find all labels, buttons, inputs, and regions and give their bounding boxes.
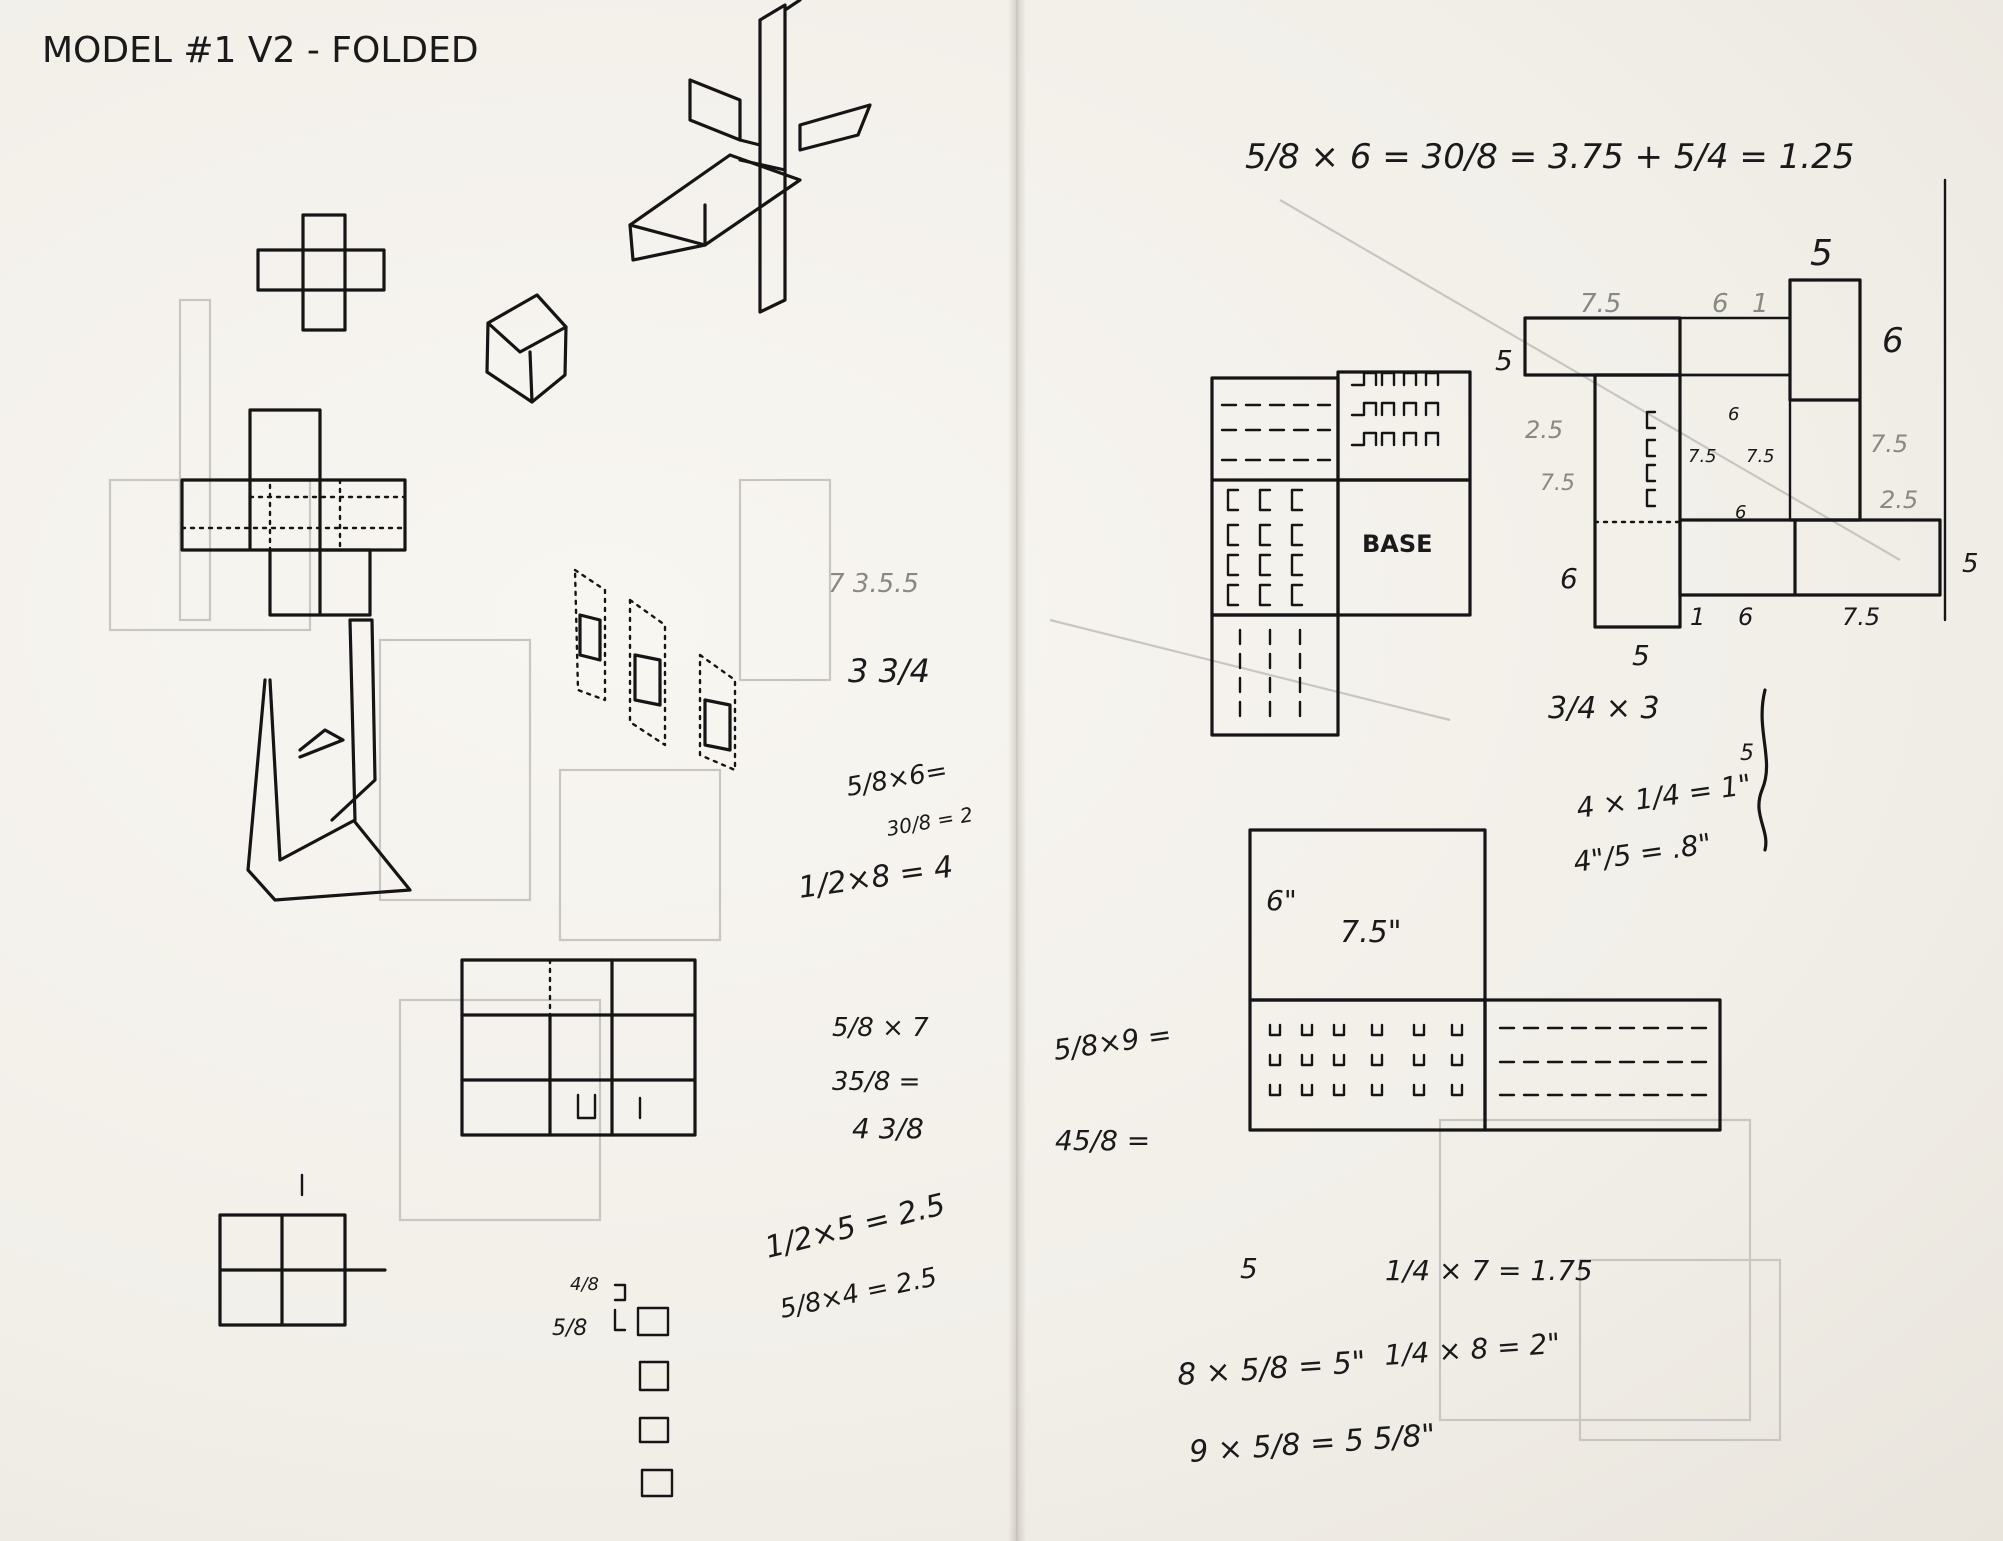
small-tab-squares (615, 1285, 672, 1496)
dim-5-bottom: 5 (1632, 639, 1650, 672)
note-3-3-4: 3 3/4 (848, 652, 931, 690)
dim-7-5-top: 7.5 (1580, 289, 1622, 319)
three-by-three-grid (462, 960, 695, 1135)
dim-5-right: 5 (1962, 549, 1979, 579)
dim-7-5-mid-a: 7.5 (1688, 446, 1717, 467)
note-5-8x7: 5/8 × 7 (832, 1013, 929, 1043)
note-7-3-5: 7 3.5.5 (828, 569, 919, 599)
dim-1-top: 1 (1752, 289, 1769, 319)
dim-6-bottom: 6 (1738, 603, 1754, 631)
note-1-4x7: 1/4 × 7 = 1.75 (1385, 1254, 1593, 1287)
dim-6-right: 6 (1882, 321, 1904, 361)
note-4-8: 4/8 (570, 1274, 599, 1295)
note-5-8x4: 5/8×4 = 2.5 (777, 1262, 940, 1325)
note-9x5-8: 9 × 5/8 = 5 5/8" (1188, 1417, 1437, 1470)
two-by-two-grid (220, 1175, 385, 1325)
note-4-3-8: 4 3/8 (852, 1112, 924, 1145)
note-3-4x3: 3/4 × 3 (1548, 691, 1660, 726)
dim-7-5-left: 7.5 (1540, 471, 1575, 496)
dim-6-lower: 6 (1735, 502, 1747, 523)
isometric-cross-structure (630, 0, 870, 312)
note-4x1-4: 4 × 1/4 = 1" (1574, 767, 1754, 825)
dotted-panels-sketch (575, 570, 735, 770)
note-1-2x8: 1/2×8 = 4 (796, 849, 956, 906)
dim-5-top: 5 (1810, 233, 1833, 274)
dim-5-left: 5 (1495, 344, 1513, 377)
note-5-squiggle: 5 (1740, 741, 1754, 766)
bleed-through-ghost-lines (110, 200, 1900, 1440)
small-open-box (487, 295, 566, 402)
lower-net-drawing (1250, 830, 1720, 1130)
top-equation: 5/8 × 6 = 30/8 = 3.75 + 5/4 = 1.25 (1245, 137, 1855, 177)
dim-6-mid: 6 (1728, 404, 1740, 425)
folded-ribbon-sketch (248, 620, 410, 900)
dim-2-5-left: 2.5 (1525, 416, 1564, 444)
squiggle-mark (1759, 690, 1767, 850)
dim-1-bottom: 1 (1690, 603, 1706, 631)
note-1-4x8: 1/4 × 8 = 2" (1383, 1326, 1562, 1372)
note-30-8: 30/8 = 2 (884, 802, 975, 841)
dim-6-top: 6 (1712, 289, 1729, 319)
note-5-underlined: 5 (1240, 1252, 1258, 1285)
note-45-8: 45/8 = (1055, 1124, 1151, 1157)
cross-net-small (258, 215, 384, 330)
note-35-8: 35/8 = (832, 1067, 921, 1097)
dim-7-5-bottom: 7.5 (1842, 603, 1881, 631)
page-title: MODEL #1 V2 - FOLDED (42, 30, 479, 71)
note-8x5-8: 8 × 5/8 = 5" (1176, 1344, 1367, 1393)
large-cross-net (182, 410, 405, 615)
note-7-5-in: 7.5" (1340, 915, 1402, 950)
dim-7-5-right: 7.5 (1870, 430, 1909, 458)
note-6-in: 6" (1266, 884, 1297, 917)
note-4-5: 4"/5 = .8" (1571, 826, 1714, 879)
note-5-8x9: 5/8×9 = (1051, 1017, 1174, 1067)
note-1-2x5: 1/2×5 = 2.5 (761, 1187, 949, 1266)
dim-6-left: 6 (1560, 562, 1578, 595)
dim-2-5-right: 2.5 (1880, 486, 1919, 514)
base-label: BASE (1362, 530, 1433, 558)
note-5-8: 5/8 (552, 1316, 588, 1341)
dim-7-5-mid-b: 7.5 (1746, 446, 1775, 467)
note-5-8x6: 5/8×6= (844, 755, 950, 803)
